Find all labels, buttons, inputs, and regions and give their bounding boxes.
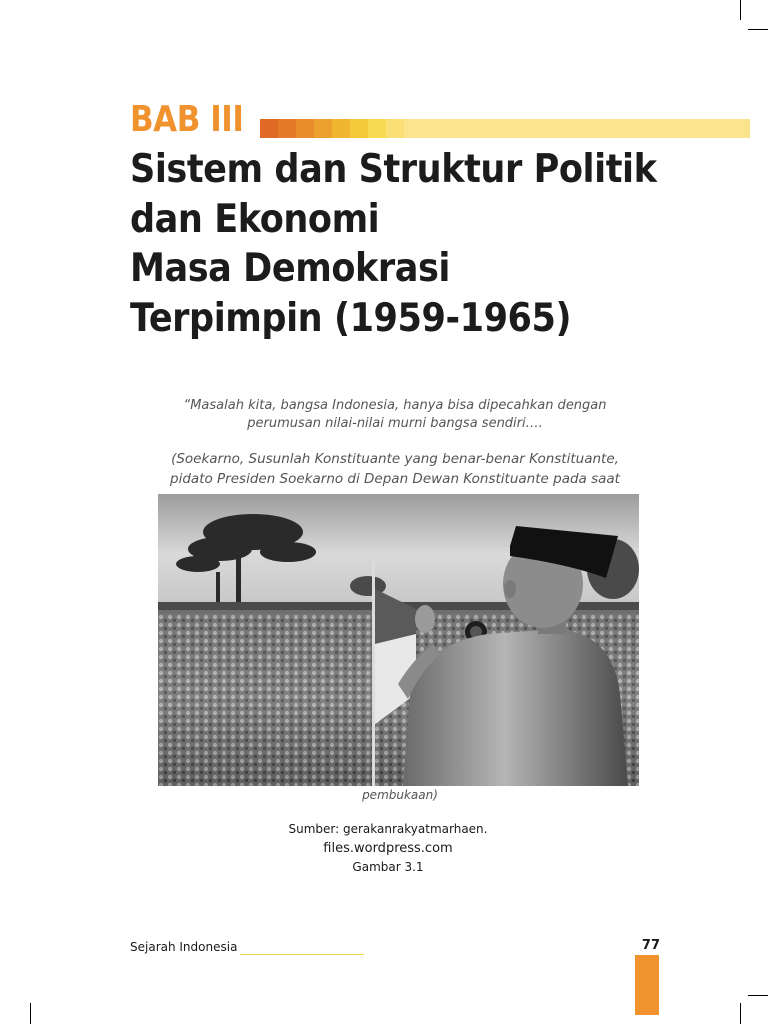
- epigraph-attribution-tail: pembukaan): [362, 788, 438, 802]
- epigraph-quote: [160, 397, 630, 433]
- chapter-label: BAB III: [130, 99, 244, 140]
- historical-photo: [158, 494, 639, 786]
- bar-segment: [368, 119, 386, 138]
- epigraph-quote-line: perumusan nilai-nilai murni bangsa sendiri….: [247, 416, 543, 431]
- chapter-decorative-bar: [260, 119, 750, 138]
- bar-segment: [314, 119, 332, 138]
- bar-segment: [404, 119, 750, 138]
- figure-source-line: Sumber: gerakanrakyatmarhaen.: [288, 822, 488, 836]
- crop-mark-top-right-vertical: [740, 0, 741, 20]
- bar-segment: [260, 119, 278, 138]
- figure-label: Gambar 3.1: [352, 860, 424, 874]
- page-tab-marker: [635, 955, 659, 1015]
- epigraph-attribution-line: (Soekarno, Susunlah Konstituante yang benar-benar Konstituante,: [171, 451, 619, 467]
- page-number: 77: [641, 938, 660, 953]
- epigraph-attribution-line: pidato Presiden Soekarno di Depan Dewan Konstituante pada saat: [170, 471, 620, 487]
- footer-rule: [240, 954, 364, 955]
- crop-mark-top-right: [748, 29, 768, 30]
- bar-segment: [350, 119, 368, 138]
- bar-segment: [332, 119, 350, 138]
- figure-source: [270, 820, 506, 877]
- chapter-title: [130, 145, 750, 343]
- chapter-title-line: Masa Demokrasi: [130, 246, 451, 291]
- crop-mark-bottom-right: [748, 995, 768, 996]
- bar-segment: [386, 119, 404, 138]
- figure-source-line: files.wordpress.com: [323, 841, 453, 856]
- chapter-title-line: Terpimpin (1959-1965): [130, 295, 572, 341]
- chapter-title-line: Sistem dan Struktur Politik: [130, 147, 657, 192]
- footer-book-title: Sejarah Indonesia: [130, 940, 238, 954]
- photo-illustration: [158, 494, 639, 786]
- bar-segment: [296, 119, 314, 138]
- crop-mark-bottom-right-vertical: [740, 1003, 741, 1024]
- chapter-title-line: dan Ekonomi: [130, 196, 380, 242]
- epigraph-attribution: [160, 449, 630, 489]
- epigraph-quote-line: “Masalah kita, bangsa Indonesia, hanya bisa dipecahkan dengan: [183, 398, 607, 413]
- crop-mark-bottom-left-vertical: [30, 1003, 31, 1024]
- bar-segment: [278, 119, 296, 138]
